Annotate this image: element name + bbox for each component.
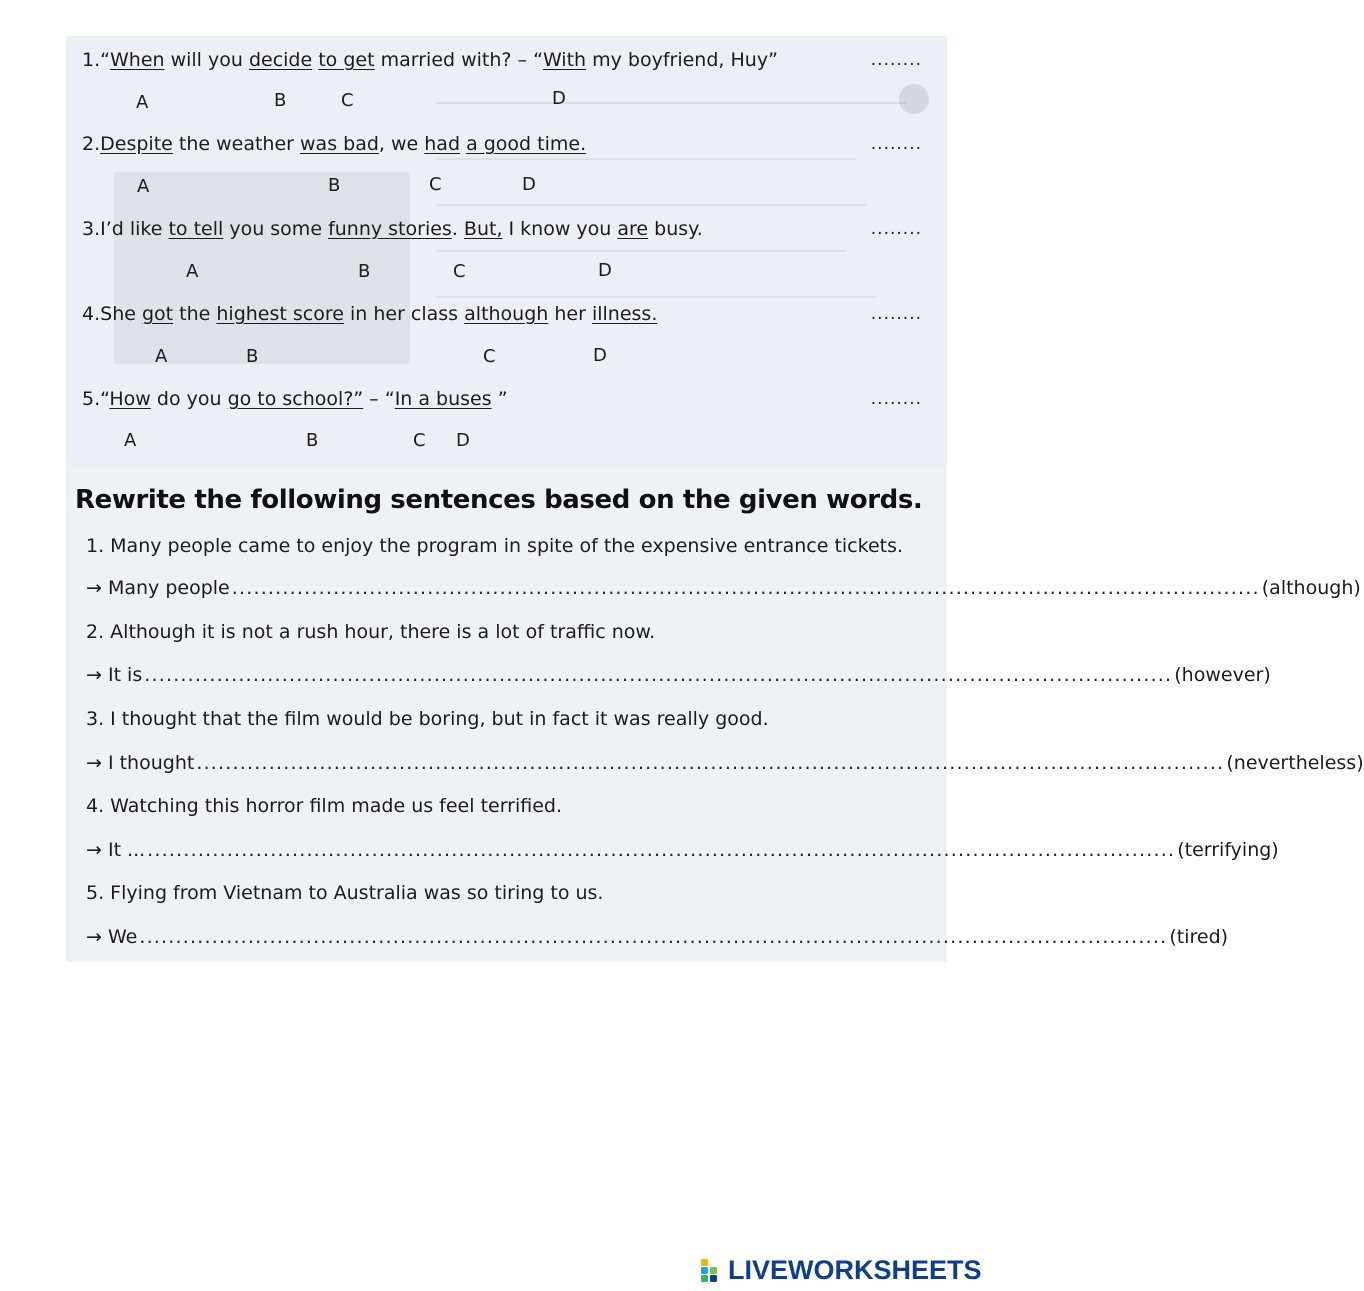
rewrite-answer-line-5[interactable] <box>86 922 1229 952</box>
rewrite-start-4: → It ... <box>86 839 146 861</box>
q2-seg-1: Despite <box>100 133 173 155</box>
rewrite-start-3: → I thought <box>86 752 195 774</box>
q5-option-a: A <box>124 430 137 451</box>
worksheet-page <box>66 36 1364 962</box>
answer-blank-2[interactable]: ........ <box>870 134 922 154</box>
q3-seg-3: funny stories <box>328 218 452 240</box>
rewrite-hint-3: (nevertheless) <box>1226 752 1364 774</box>
question-1 <box>82 46 932 74</box>
q2-seg-2: the weather <box>172 133 301 155</box>
q1-seg-6: married with? – “ <box>374 49 543 71</box>
question-4 <box>82 300 932 328</box>
q1-seg-5: to get <box>318 49 375 71</box>
rewrite-sentence-5: 5. Flying from Vietnam to Australia was so tiring to us. <box>86 882 604 904</box>
rewrite-answer-line-2[interactable] <box>86 660 1271 690</box>
rewrite-hint-4: (terrifying) <box>1177 839 1279 861</box>
rewrite-answer-line-3[interactable] <box>86 748 1364 778</box>
rewrite-sentence-2: 2. Although it is not a rush hour, there is a lot of traffic now. <box>86 621 656 643</box>
q2-option-b: B <box>328 175 341 196</box>
rewrite-blank-4[interactable]: .............................................................................................................................................. <box>147 839 1176 861</box>
answer-blank-1[interactable]: ........ <box>870 50 922 70</box>
q4-seg-4: in her class <box>343 303 465 325</box>
answer-blank-3[interactable]: ........ <box>870 219 922 239</box>
q5-seg-1: How <box>109 388 151 410</box>
liveworksheets-logo <box>700 1256 982 1284</box>
q3-seg-6: I know you <box>502 218 618 240</box>
q5-option-c: C <box>413 430 426 451</box>
q4-seg-6: her <box>548 303 592 325</box>
q4-option-b: B <box>246 346 259 367</box>
q4-seg-0: 4.She <box>82 303 142 325</box>
rewrite-hint-1: (although) <box>1261 577 1361 599</box>
q3-option-d: D <box>598 260 612 281</box>
q3-seg-7: are <box>617 218 649 240</box>
q4-option-c: C <box>483 346 496 367</box>
q1-seg-1: When <box>109 49 165 71</box>
q1-option-a: A <box>136 92 149 113</box>
rewrite-sentence-3: 3. I thought that the film would be boring, but in fact it was really good. <box>86 708 769 730</box>
q4-seg-7: illness. <box>591 303 658 325</box>
q2-seg-0: 2. <box>82 133 101 155</box>
rewrite-blank-1[interactable]: .............................................................................................................................................. <box>231 577 1260 599</box>
rewrite-blank-3[interactable]: .............................................................................................................................................. <box>196 752 1225 774</box>
rewrite-hint-5: (tired) <box>1169 926 1229 948</box>
q3-seg-5: But, <box>463 218 503 240</box>
question-3 <box>82 215 932 243</box>
q2-seg-5: had <box>424 133 461 155</box>
q5-seg-6: ” <box>491 388 508 410</box>
q1-option-d: D <box>552 88 566 109</box>
q3-option-c: C <box>453 261 466 282</box>
q1-seg-8: my boyfriend, Huy” <box>586 49 778 71</box>
question-5 <box>82 385 932 413</box>
rewrite-start-1: → Many people <box>86 577 230 599</box>
q2-option-d: D <box>522 174 536 195</box>
q1-seg-2: will you <box>164 49 249 71</box>
q5-seg-2: do you <box>150 388 228 410</box>
q3-option-a: A <box>186 261 199 282</box>
q1-seg-0: 1.“ <box>82 49 110 71</box>
error-identification-section <box>66 36 947 469</box>
rewrite-hint-2: (however) <box>1174 664 1271 686</box>
q3-option-b: B <box>358 261 371 282</box>
liveworksheets-logo-icon <box>700 1257 726 1283</box>
q5-option-b: B <box>306 430 319 451</box>
rewrite-start-2: → It is <box>86 664 143 686</box>
rewrite-heading: Rewrite the following sentences based on the given words. <box>75 485 923 515</box>
q5-seg-4: – “ <box>363 388 395 410</box>
q4-seg-2: the <box>173 303 217 325</box>
answer-blank-5[interactable]: ........ <box>870 389 922 409</box>
q1-option-b: B <box>274 90 287 111</box>
q4-option-a: A <box>155 346 168 367</box>
q5-seg-5: In a buses <box>394 388 492 410</box>
q2-option-c: C <box>429 174 442 195</box>
q3-seg-1: to tell <box>168 218 224 240</box>
q2-seg-4: , we <box>378 133 425 155</box>
q2-seg-3: was bad <box>300 133 379 155</box>
rewrite-answer-line-1[interactable] <box>86 573 1361 603</box>
q3-seg-8: busy. <box>648 218 703 240</box>
q1-seg-7: With <box>542 49 587 71</box>
q5-seg-3: go to school?” <box>227 388 364 410</box>
answer-blank-4[interactable]: ........ <box>870 304 922 324</box>
q3-seg-4: . <box>451 218 464 240</box>
rewrite-section <box>66 469 1364 962</box>
q3-seg-0: 3.I’d like <box>82 218 169 240</box>
q4-seg-1: got <box>141 303 174 325</box>
q2-option-a: A <box>137 176 150 197</box>
rewrite-sentence-4: 4. Watching this horror film made us feel terrified. <box>86 795 563 817</box>
q1-option-c: C <box>341 90 354 111</box>
q3-seg-2: you some <box>223 218 329 240</box>
liveworksheets-logo-text: LIVEWORKSHEETS <box>728 1254 982 1285</box>
q5-option-d: D <box>456 430 470 451</box>
q4-seg-5: although <box>464 303 549 325</box>
q1-seg-3: decide <box>248 49 313 71</box>
q2-seg-7: a good time. <box>466 133 587 155</box>
rewrite-blank-5[interactable]: .............................................................................................................................................. <box>139 926 1168 948</box>
rewrite-answer-line-4[interactable] <box>86 835 1279 865</box>
q4-option-d: D <box>593 345 607 366</box>
q4-seg-3: highest score <box>216 303 344 325</box>
q5-seg-0: 5.“ <box>82 388 110 410</box>
question-2 <box>82 130 932 158</box>
rewrite-blank-2[interactable]: .............................................................................................................................................. <box>144 664 1173 686</box>
rewrite-start-5: → We <box>86 926 138 948</box>
rewrite-sentence-1: 1. Many people came to enjoy the program in spite of the expensive entrance tickets. <box>86 535 904 557</box>
